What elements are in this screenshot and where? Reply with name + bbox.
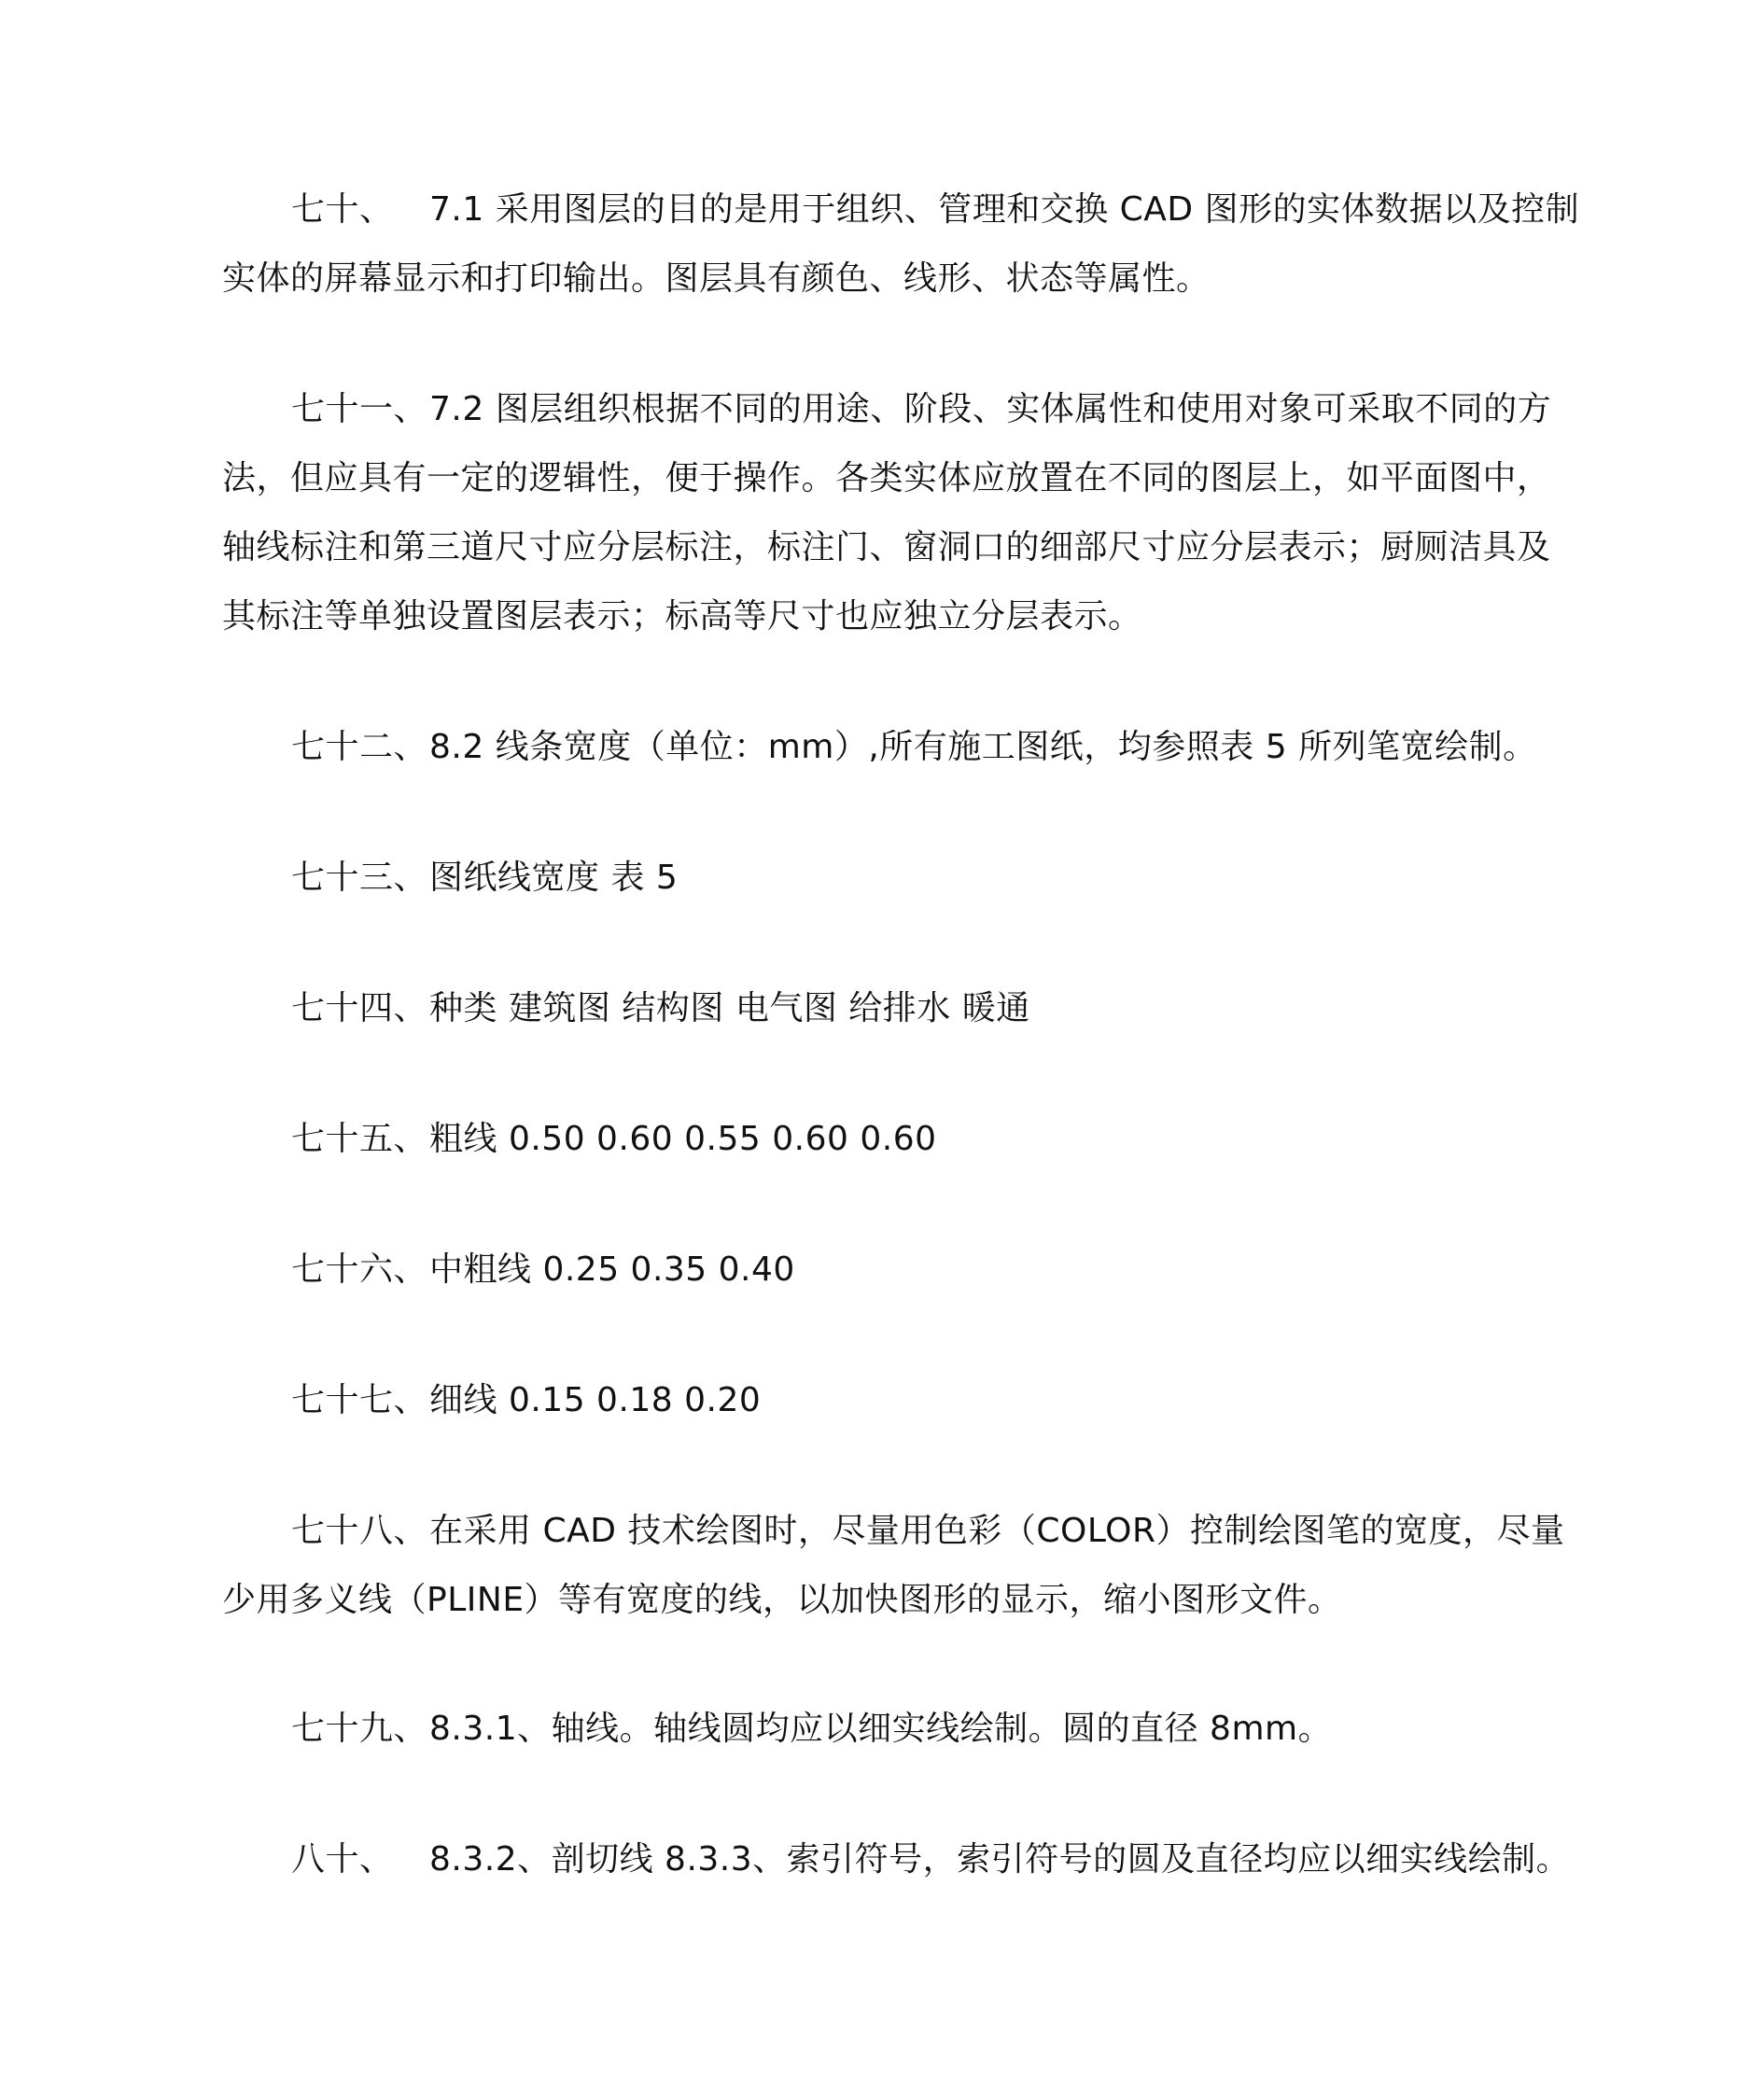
- paragraph-text-line: 7.2 图层组织根据不同的用途、阶段、实体属性和使用对象可采取不同的方: [429, 390, 1552, 428]
- paragraph-text-line: 在采用 CAD 技术绘图时，尽量用色彩（COLOR）控制绘图笔的宽度，尽量: [429, 1512, 1565, 1550]
- paragraph-74: [222, 974, 1546, 1043]
- paragraph-number: 七十、: [291, 190, 394, 229]
- paragraph-72: [222, 713, 1546, 782]
- paragraph-text-line: 其标注等单独设置图层表示；标高等尺寸也应独立分层表示。: [222, 597, 1142, 635]
- paragraph-number: 八十、: [291, 1840, 394, 1879]
- paragraph-number: 七十七、: [291, 1381, 428, 1419]
- paragraph-number: 七十六、: [291, 1250, 428, 1289]
- paragraph-77: [222, 1366, 1546, 1435]
- paragraph-73: [222, 844, 1546, 913]
- paragraph-text-line: 种类 建筑图 结构图 电气图 给排水 暖通: [429, 989, 1030, 1027]
- paragraph-number: 七十四、: [291, 989, 428, 1027]
- paragraph-text-line: 轴线标注和第三道尺寸应分层标注，标注门、窗洞口的细部尺寸应分层表示；厨厕洁具及: [222, 528, 1551, 566]
- paragraph-80: [222, 1825, 1571, 1894]
- paragraph-text-line: 8.3.2、剖切线 8.3.3、索引符号，索引符号的圆及直径均应以细实线绘制。: [429, 1840, 1571, 1879]
- paragraph-number: 七十九、: [291, 1710, 428, 1748]
- paragraph-text-line: 中粗线 0.25 0.35 0.40: [429, 1250, 795, 1289]
- paragraph-79: [222, 1695, 1546, 1764]
- paragraph-number: 七十五、: [291, 1120, 428, 1158]
- paragraph-text-line: 8.3.1、轴线。轴线圆均应以细实线绘制。圆的直径 8mm。: [429, 1710, 1333, 1748]
- paragraph-70: [222, 175, 1580, 314]
- paragraph-number: 七十八、: [291, 1512, 428, 1550]
- paragraph-76: [222, 1236, 1546, 1305]
- paragraph-75: [222, 1105, 1546, 1174]
- paragraph-text-line: 法，但应具有一定的逻辑性，便于操作。各类实体应放置在不同的图层上，如平面图中，: [222, 459, 1551, 497]
- paragraph-text-line: 7.1 采用图层的目的是用于组织、管理和交换 CAD 图形的实体数据以及控制: [429, 190, 1580, 229]
- paragraph-number: 七十一、: [291, 390, 428, 428]
- paragraph-text-line: 粗线 0.50 0.60 0.55 0.60 0.60: [429, 1120, 937, 1158]
- paragraph-text-line: 图纸线宽度 表 5: [429, 859, 679, 897]
- paragraph-text-line: 8.2 线条宽度（单位：mm）,所有施工图纸，均参照表 5 所列笔宽绘制。: [429, 728, 1537, 766]
- paragraph-text-line: 实体的屏幕显示和打印输出。图层具有颜色、线形、状态等属性。: [222, 259, 1211, 298]
- paragraph-number: 七十二、: [291, 728, 428, 766]
- paragraph-71: [222, 375, 1552, 651]
- paragraph-number: 七十三、: [291, 859, 428, 897]
- paragraph-78: [222, 1497, 1565, 1635]
- paragraph-text-line: 细线 0.15 0.18 0.20: [429, 1381, 762, 1419]
- paragraph-text-line: 少用多义线（PLINE）等有宽度的线，以加快图形的显示，缩小图形文件。: [222, 1581, 1342, 1619]
